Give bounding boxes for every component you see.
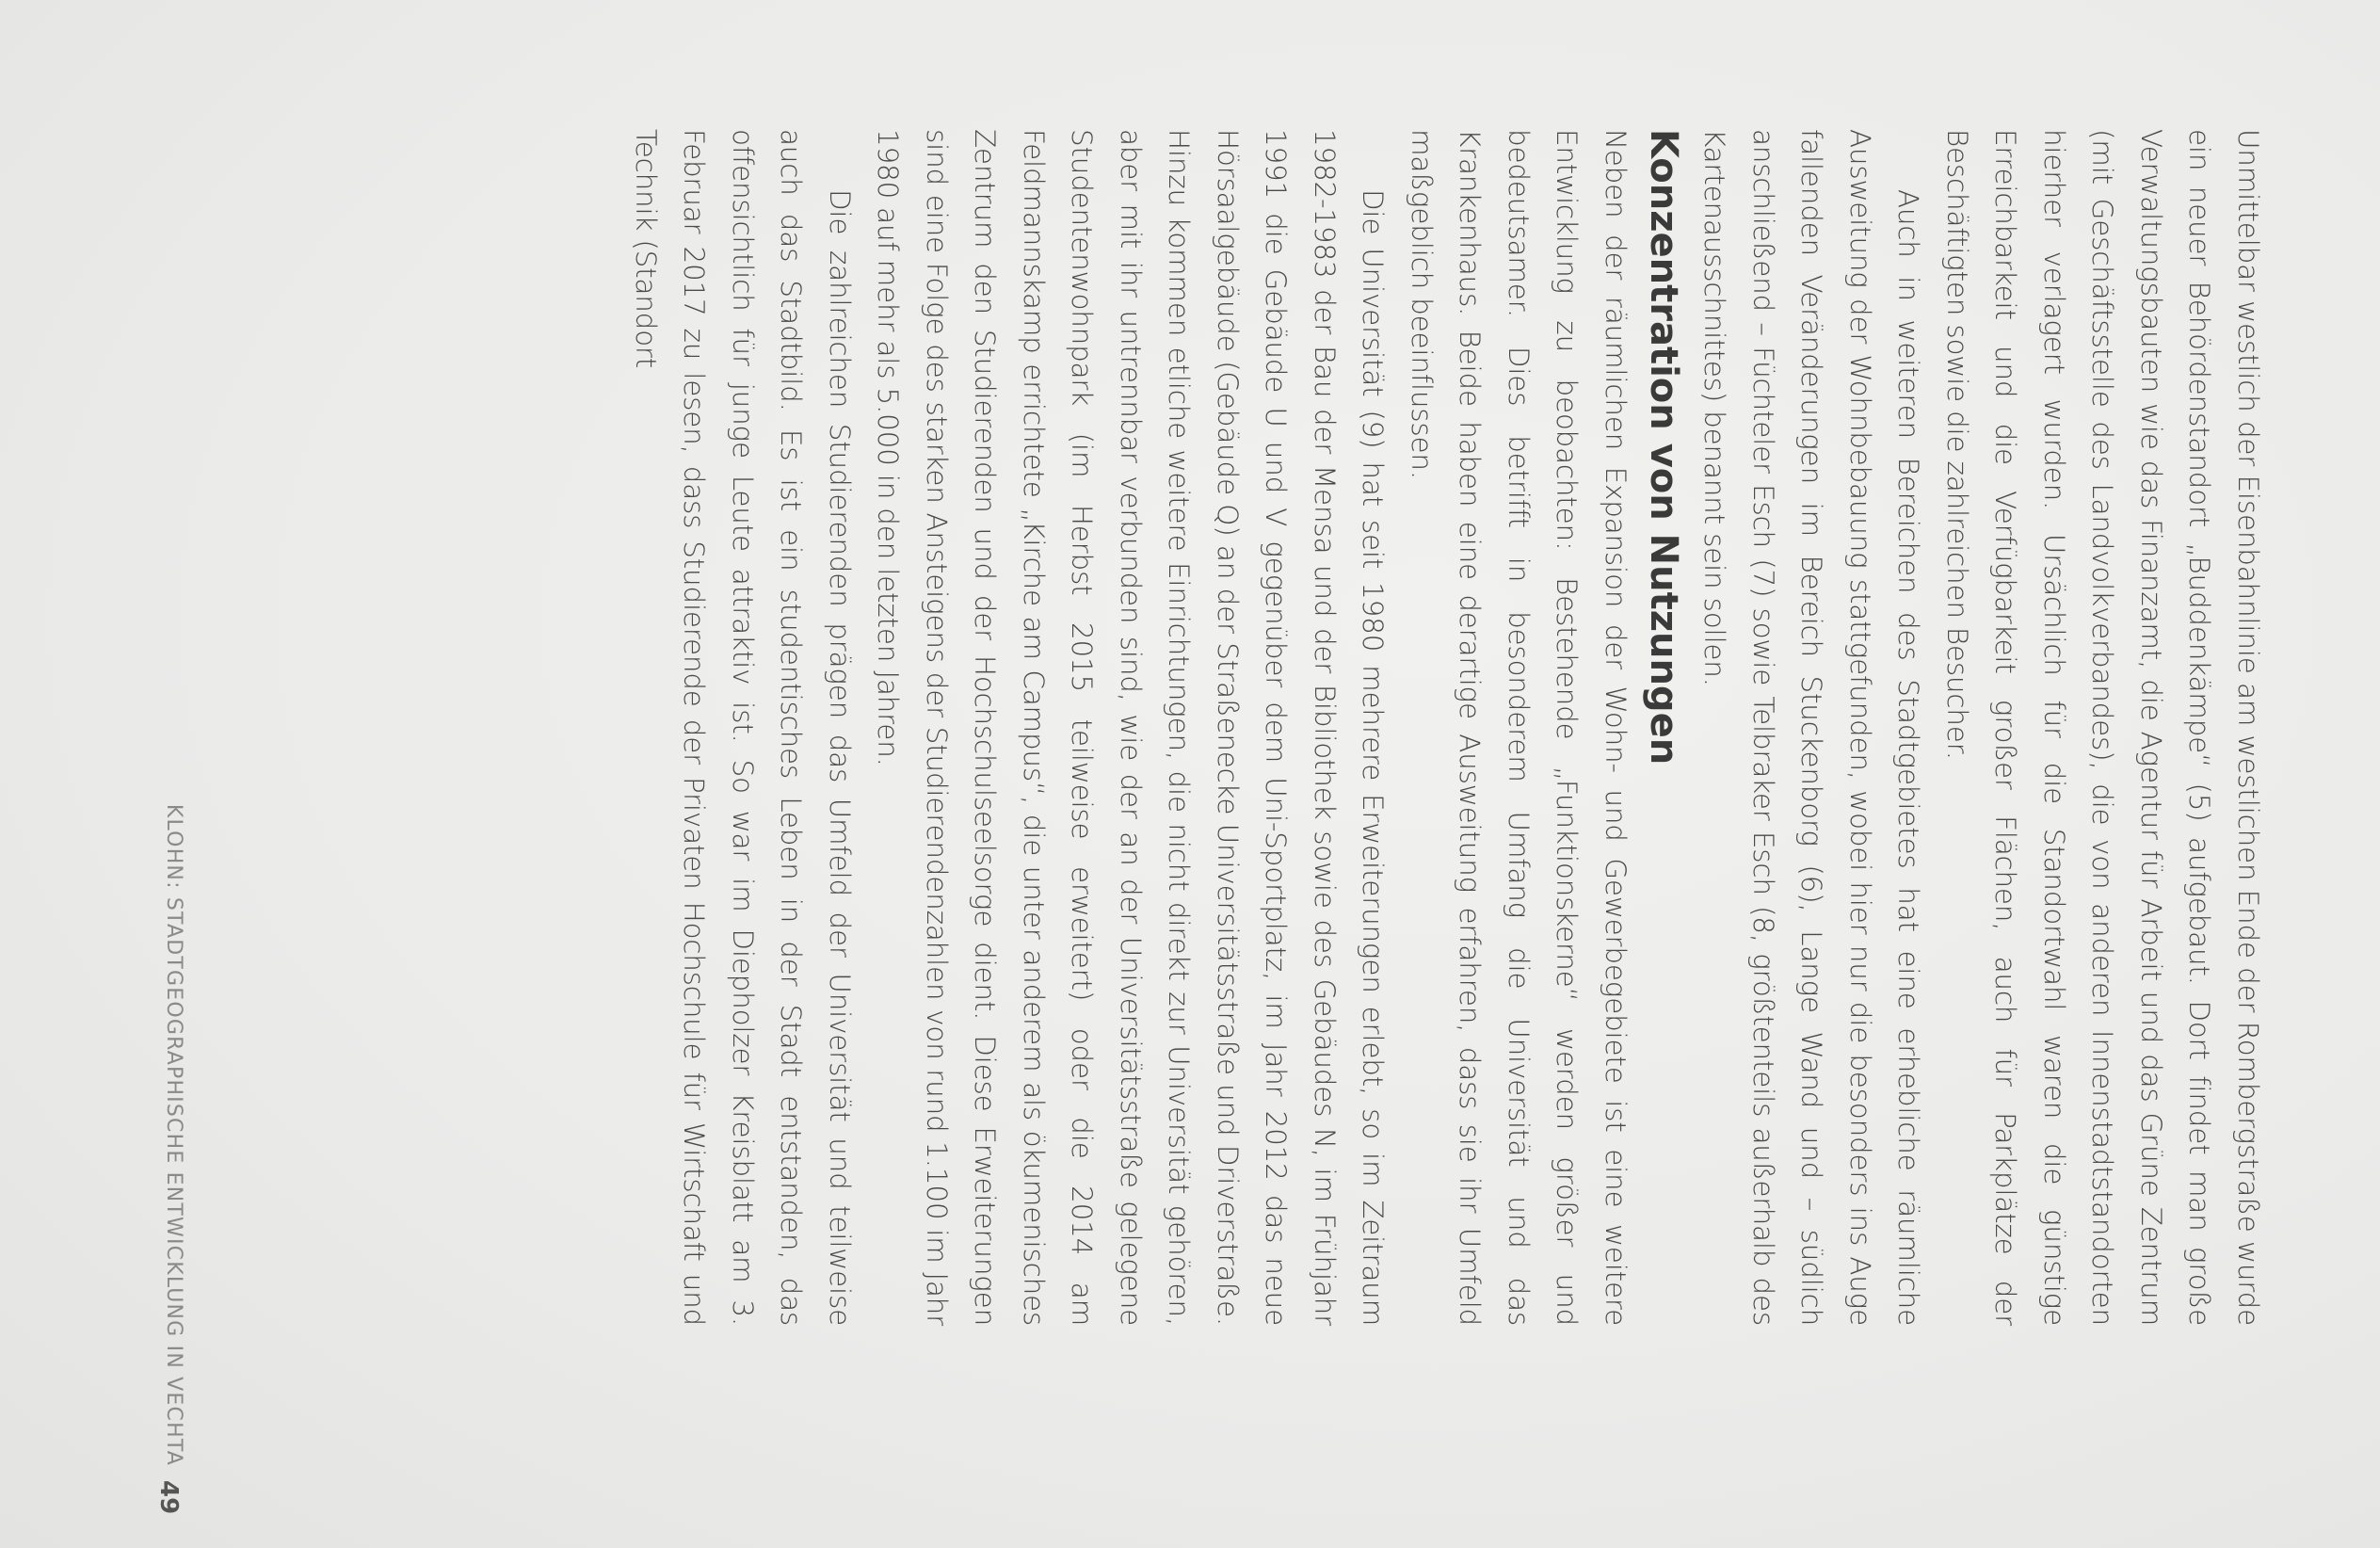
page-number: 49 xyxy=(154,1480,183,1515)
paragraph-behoerdenstandort: Unmittelbar westlich der Eisenbahnlinie am westlichen Ende der Rombergstraße wurde ein neuer Behördenstandort „Buddenkämpe“ (5) aufgebaut. Dort findet man große Verwaltungsbauten wie das Finanzamt, die Agentur für Arbeit und das Grüne Zentrum (mit Geschäftsstelle des Landvolkverbandes), die von anderen Innenstadtstandorten hierher verlagert wurden. Ursächlich für die Standortwahl waren die günstige Erreichbarkeit und die Verfügbarkeit großer Flächen, auch für Parkplätze der Beschäftigten sowie die zahlreichen Besucher. xyxy=(1941,129,2264,1326)
section-heading: Konzentration von Nutzungen xyxy=(1642,129,1685,766)
paragraph-wohnbebauung: Auch in weiteren Bereichen des Stadtgebietes hat eine erhebliche räumliche Ausweitung der Wohnbebauung stattgefunden, wobei hier nur die besonders ins Auge fallenden Veränderungen im Bereich Stuckenborg (6), Lange Wand und – südlich anschließend – Füchteler Esch (7) sowie Telbraker Esch (8, größtenteils außerhalb des Kartenausschnittes) benannt sein sollen. xyxy=(1698,129,1925,1326)
text-column xyxy=(621,129,2273,1326)
paragraph-funktionskerne: Neben der räumlichen Expansion der Wohn- und Gewerbegebiete ist eine weitere Entwicklung zu beobachten: Bestehende „Funktionskerne“ werden größer und bedeutsamer. Dies betrifft in besonderem Umfang die Universität und das Krankenhaus. Beide haben eine derartige Ausweitung erfahren, dass sie ihr Umfeld maßgeblich beeinflussen. xyxy=(1406,129,1632,1326)
paragraph-studierende: Die zahlreichen Studierenden prägen das Umfeld der Universität und teilweise auch das Stadtbild. Es ist ein studentisches Leben in der Stadt entstanden, das offensichtlich für junge Leute attraktiv ist. So war im Diepholzer Kreisblatt am 3. Februar 2017 zu lesen, dass Studierende der Privaten Hochschule für Wirtschaft und Technik (Standort xyxy=(630,129,856,1326)
running-title: KLOHN: STADTGEOGRAPHISCHE ENTWICKLUNG IN VECHTA xyxy=(162,803,185,1466)
paragraph-universitaet: Die Universität (9) hat seit 1980 mehrere Erweiterungen erlebt, so im Zeitraum 1982-1983 der Bau der Mensa und der Bibliothek sowie des Gebäudes N, im Frühjahr 1991 die Gebäude U und V gegenüber dem Uni-Sportplatz, im Jahr 2012 das neue Hörsaalgebäude (Gebäude Q) an der Straßenecke Universitätsstraße und Driverstraße. Hinzu kommen etliche weitere Einrichtungen, die nicht direkt zur Universität gehören, aber mit ihr untrennbar verbunden sind, wie der an der Universitätsstraße gelegene Studentenwohnpark (im Herbst 2015 teilweise erweitert) oder die 2014 am Feldmannskamp errichtete „Kirche am Campus“, die unter anderem als ökumenisches Zentrum den Studierenden und der Hochschulseelsorge dient. Diese Erweiterungen sind eine Folge des starken Ansteigens der Studierendenzahlen von rund 1.100 im Jahr 1980 auf mehr als 5.000 in den letzten Jahren. xyxy=(872,129,1390,1326)
